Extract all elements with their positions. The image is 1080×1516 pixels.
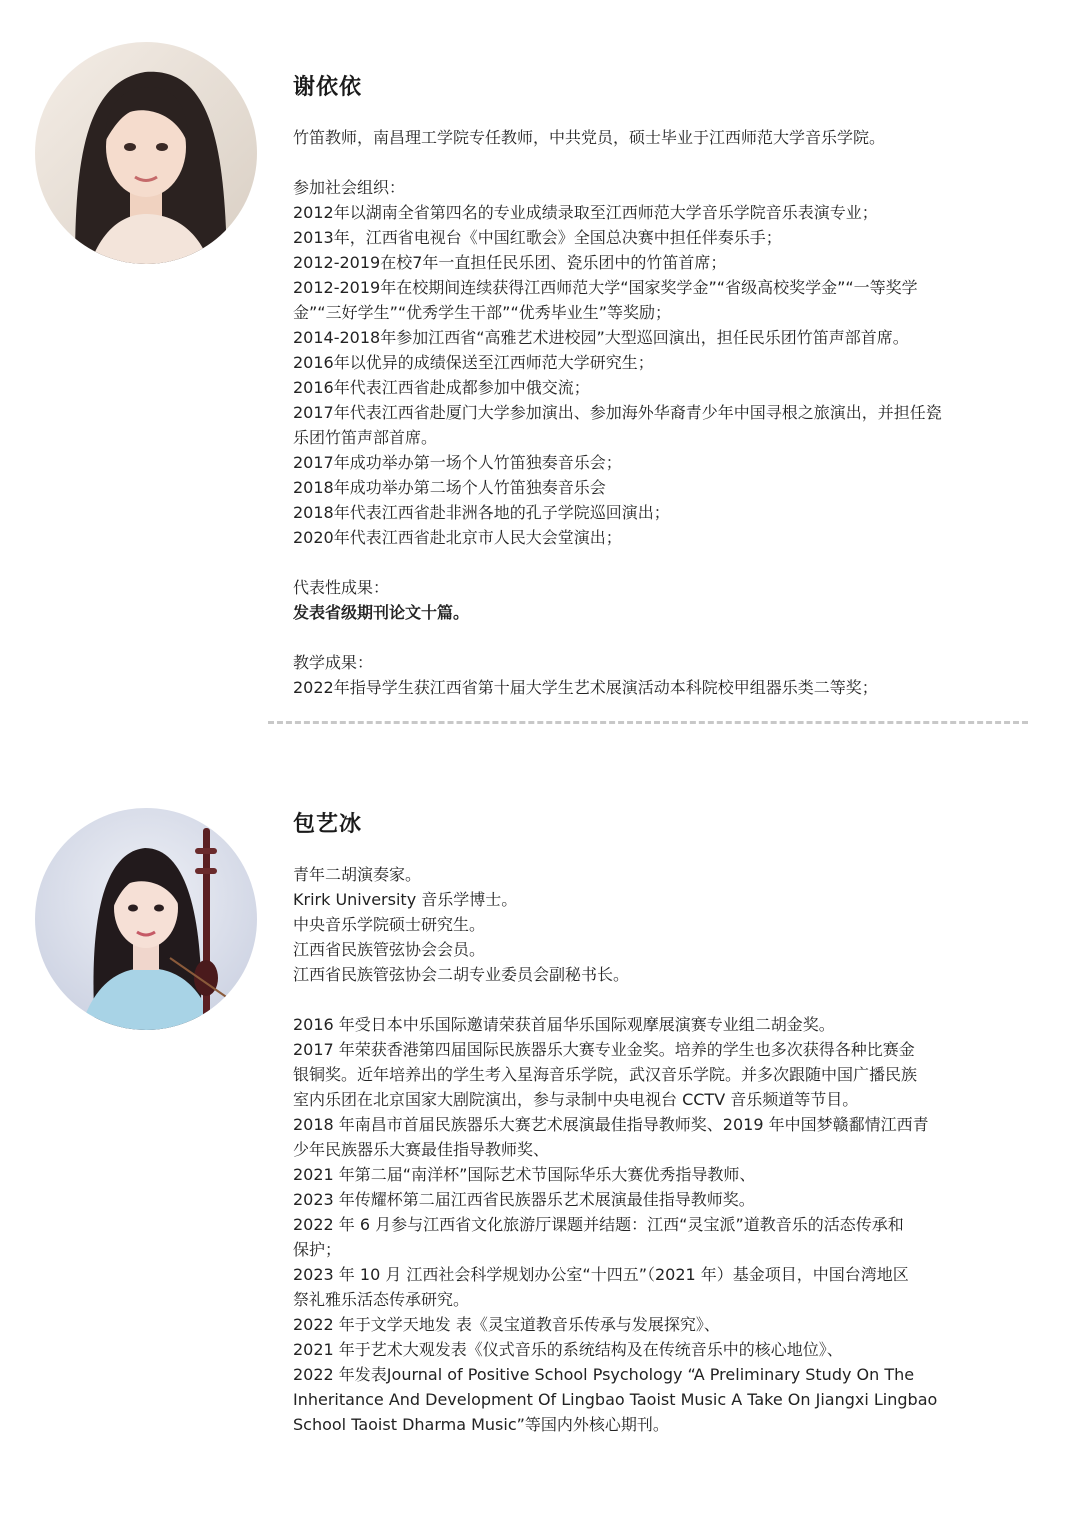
list-item: 2012-2019年在校期间连续获得江西师范大学“国家奖学金”“省级高校奖学金”“一等奖学 <box>293 278 918 297</box>
intro-line: 江西省民族管弦协会二胡专业委员会副秘书长。 <box>293 965 630 984</box>
profile-info-2 <box>293 812 1045 1437</box>
list-item: 2012-2019在校7年一直担任民乐团、瓷乐团中的竹笛首席； <box>293 253 727 272</box>
portrait-illustration-1 <box>35 42 257 264</box>
intro-line: Krirk University 音乐学博士。 <box>293 890 518 909</box>
list-item: 金”“三好学生”“优秀学生干部”“优秀毕业生”等奖励； <box>293 303 672 322</box>
list-item: 2017年成功举办第一场个人竹笛独奏音乐会； <box>293 453 622 472</box>
list-item: 乐团竹笛声部首席。 <box>293 428 438 447</box>
dashed-divider <box>268 721 1028 724</box>
list-item: 2014-2018年参加江西省“高雅艺术进校园”大型巡回演出，担任民乐团竹笛声部首席。 <box>293 328 909 347</box>
intro-text: 竹笛教师，南昌理工学院专任教师，中共党员，硕士毕业于江西师范大学音乐学院。 <box>293 128 886 147</box>
intro-line: 中央音乐学院硕士研究生。 <box>293 915 486 934</box>
list-item: 保护； <box>293 1240 342 1259</box>
portrait-illustration-2 <box>35 808 257 1030</box>
portrait-photo-1 <box>35 42 257 264</box>
person-name: 包艺冰 <box>293 812 363 837</box>
section-heading-achievements: 代表性成果： <box>293 578 390 597</box>
list-item: 2016 年受日本中乐国际邀请荣获首届华乐国际观摩展演赛专业组二胡金奖。 <box>293 1015 835 1034</box>
list-item: 2013年，江西省电视台《中国红歌会》全国总决赛中担任伴奏乐手； <box>293 228 782 247</box>
intro-line: 青年二胡演奏家。 <box>293 865 422 884</box>
list-item: 2020年代表江西省赴北京市人民大会堂演出； <box>293 528 622 547</box>
list-item: 2018 年南昌市首届民族器乐大赛艺术展演最佳指导教师奖、2019 年中国梦赣鄱情江西青 <box>293 1115 929 1134</box>
portrait-photo-2 <box>35 808 257 1030</box>
list-item: 2017年代表江西省赴厦门大学参加演出、参加海外华裔青少年中国寻根之旅演出，并担任瓷 <box>293 403 942 422</box>
list-item: 祭礼雅乐活态传承研究。 <box>293 1290 470 1309</box>
section-heading-teaching: 教学成果： <box>293 653 374 672</box>
list-item: 2022 年 6 月参与江西省文化旅游厅课题并结题：江西“灵宝派”道教音乐的活态传承和 <box>293 1215 904 1234</box>
profile-info-1 <box>293 75 1045 700</box>
list-item: 2017 年荣获香港第四届国际民族器乐大赛专业金奖。培养的学生也多次获得各种比赛金 <box>293 1040 915 1059</box>
section-heading-organizations: 参加社会组织： <box>293 178 406 197</box>
list-item: 2016年以优异的成绩保送至江西师范大学研究生； <box>293 353 654 372</box>
list-item: 2012年以湖南全省第四名的专业成绩录取至江西师范大学音乐学院音乐表演专业； <box>293 203 878 222</box>
list-item: 2021 年第二届“南洋杯”国际艺术节国际华乐大赛优秀指导教师、 <box>293 1165 756 1184</box>
list-item: 2018年代表江西省赴非洲各地的孔子学院巡回演出； <box>293 503 670 522</box>
list-item: 2022 年于文学天地发 表《灵宝道教音乐传承与发展探究》、 <box>293 1315 720 1334</box>
list-item: School Taoist Dharma Music”等国内外核心期刊。 <box>293 1415 669 1434</box>
list-item: Inheritance And Development Of Lingbao Taoist Music A Take On Jiangxi Lingbao <box>293 1390 938 1409</box>
list-item: 少年民族器乐大赛最佳指导教师奖、 <box>293 1140 550 1159</box>
list-item: 2018年成功举办第二场个人竹笛独奏音乐会 <box>293 478 606 497</box>
teaching-text: 2022年指导学生获江西省第十届大学生艺术展演活动本科院校甲组器乐类二等奖； <box>293 678 878 697</box>
list-item: 2022 年发表Journal of Positive School Psychology “A Preliminary Study On The <box>293 1365 915 1384</box>
list-item: 2021 年于艺术大观发表《仪式音乐的系统结构及在传统音乐中的核心地位》、 <box>293 1340 843 1359</box>
list-item: 室内乐团在北京国家大剧院演出，参与录制中央电视台 CCTV 音乐频道等节目。 <box>293 1090 859 1109</box>
list-item: 2016年代表江西省赴成都参加中俄交流； <box>293 378 590 397</box>
achievement-text: 发表省级期刊论文十篇。 <box>293 603 470 622</box>
list-item: 银铜奖。近年培养出的学生考入星海音乐学院，武汉音乐学院。并多次跟随中国广播民族 <box>293 1065 918 1084</box>
intro-line: 江西省民族管弦协会会员。 <box>293 940 486 959</box>
list-item: 2023 年 10 月 江西社会科学规划办公室“十四五”（2021 年）基金项目，中国台湾地区 <box>293 1265 909 1284</box>
person-name: 谢依依 <box>293 75 363 100</box>
list-item: 2023 年传耀杯第二届江西省民族器乐艺术展演最佳指导教师奖。 <box>293 1190 755 1209</box>
